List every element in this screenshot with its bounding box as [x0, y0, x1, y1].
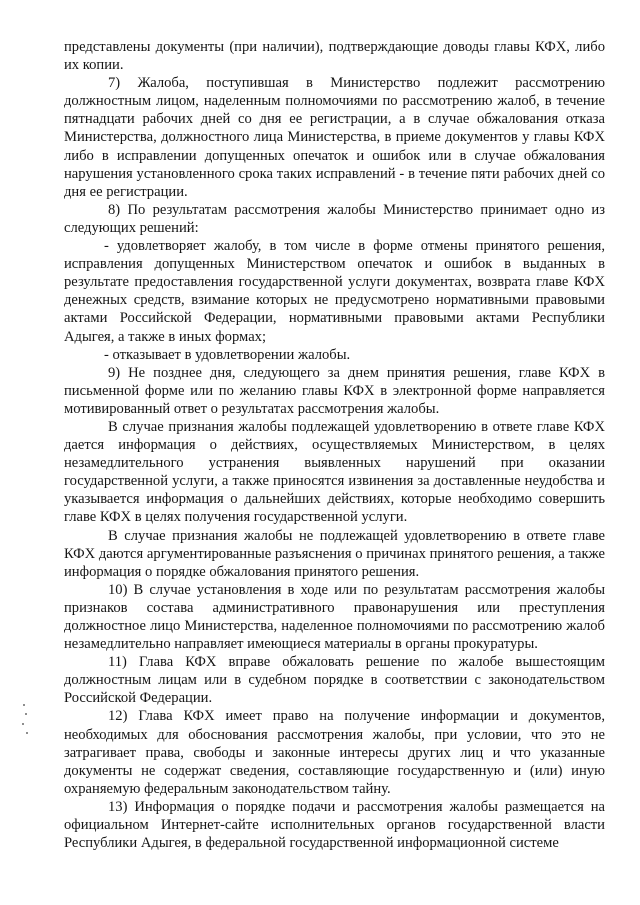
paragraph-complaint-not-satisfied: В случае признания жалобы не подлежащей удовлетворению в ответе главе КФХ даются аргументированные разъяснения о причинах принятого решения, а также информация о порядке обжалования принятого решения. — [64, 527, 605, 580]
paragraph-item-13: 13) Информация о порядке подачи и рассмотрения жалобы размещается на официальном Интернет-сайте исполнительных органов государственной власти Республики Адыгея, в федеральной государственной информационной системе — [64, 798, 605, 852]
document-body — [64, 38, 605, 852]
paragraph-decision-satisfy: - удовлетворяет жалобу, в том числе в форме отмены принятого решения, исправления допущенных Министерством опечаток и ошибок в выданных в результате предоставления государственной услуги документах, возврата главе КФХ денежных средств, взимание которых не предусмотрено нормативными правовыми актами Российской Федерации, нормативными правовыми актами Республики Адыгея, а также в иных формах; — [64, 238, 605, 345]
paragraph-item-9: 9) Не позднее дня, следующего за днем принятия решения, главе КФХ в письменной форме или по желанию главы КФХ в электронной форме направляется мотивированный ответ о результатах рассмотрения жалобы. — [64, 364, 605, 417]
paragraph-item-8: 8) По результатам рассмотрения жалобы Министерство принимает одно из следующих решений: — [64, 201, 605, 236]
paragraph-item-10: 10) В случае установления в ходе или по результатам рассмотрения жалобы признаков состава административного правонарушения или преступления должностное лицо Министерства, наделенное полномочиями по рассмотрению жалоб незамедлительно направляет имеющиеся материалы в органы прокуратуры. — [64, 581, 605, 653]
paragraph-complaint-satisfied: В случае признания жалобы подлежащей удовлетворению в ответе главе КФХ дается информация о действиях, осуществляемых Министерством, в целях незамедлительного устранения выявленных нарушений при оказании государственной услуги, а также приносятся извинения за доставленные неудобства и указывается информация о дальнейших действиях, которые необходимо совершить главе КФХ в целях получения государственной услуги. — [64, 418, 605, 526]
paragraph-item-7: 7) Жалоба, поступившая в Министерство подлежит рассмотрению должностным лицом, наделенным полномочиями по рассмотрению жалоб, в течение пятнадцати рабочих дней со дня ее регистрации, а в случае обжалования отказа Министерства, должностного лица Министерства, в приеме документов у главы КФХ либо в исправлении допущенных опечаток и ошибок или в случае обжалования нарушения установленного срока таких исправлений - в течение пяти рабочих дней со дня ее регистрации. — [64, 75, 605, 200]
paragraph-item-12: 12) Глава КФХ имеет право на получение информации и документов, необходимых для обоснования рассмотрения жалобы, при условии, что это не затрагивает права, свободы и законные интересы других лиц и что указанные документы не содержат сведения, составляющие государственную и (или) иную охраняемую федеральным законодательством тайну. — [64, 708, 605, 797]
paragraph-continuation: представлены документы (при наличии), подтверждающие доводы главы КФХ, либо их копии. — [64, 39, 605, 74]
scan-margin-dots — [20, 704, 30, 740]
paragraph-item-11: 11) Глава КФХ вправе обжаловать решение по жалобе вышестоящим должностным лицам или в судебном порядке в соответствии с законодательством Российской Федерации. — [64, 654, 605, 707]
paragraph-decision-refuse: - отказывает в удовлетворении жалобы. — [104, 346, 351, 363]
